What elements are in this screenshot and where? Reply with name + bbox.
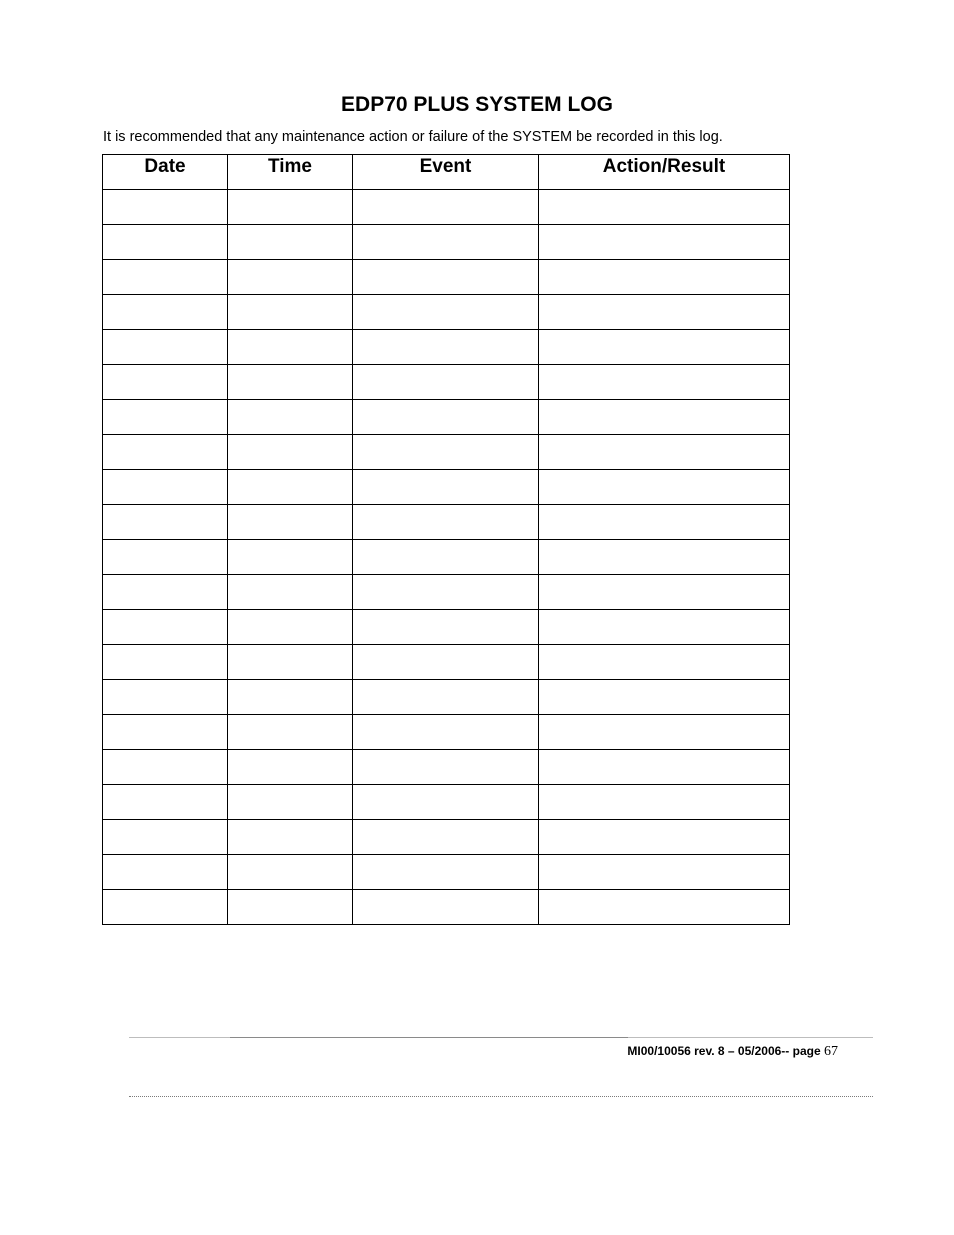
cell-action-result[interactable] [539, 225, 790, 260]
table-row [103, 330, 790, 365]
table-row [103, 715, 790, 750]
cell-time[interactable] [228, 855, 353, 890]
cell-action-result[interactable] [539, 330, 790, 365]
cell-time[interactable] [228, 225, 353, 260]
system-log-table [102, 154, 790, 925]
cell-event[interactable] [353, 785, 539, 820]
cell-event[interactable] [353, 295, 539, 330]
cell-event[interactable] [353, 610, 539, 645]
cell-action-result[interactable] [539, 365, 790, 400]
cell-date[interactable] [103, 715, 228, 750]
cell-time[interactable] [228, 890, 353, 925]
cell-action-result[interactable] [539, 505, 790, 540]
cell-event[interactable] [353, 750, 539, 785]
cell-action-result[interactable] [539, 540, 790, 575]
cell-event[interactable] [353, 470, 539, 505]
cell-action-result[interactable] [539, 785, 790, 820]
cell-time[interactable] [228, 645, 353, 680]
cell-action-result[interactable] [539, 295, 790, 330]
footer-dotted-rule [129, 1096, 873, 1097]
cell-date[interactable] [103, 365, 228, 400]
cell-date[interactable] [103, 855, 228, 890]
cell-date[interactable] [103, 190, 228, 225]
cell-date[interactable] [103, 820, 228, 855]
cell-event[interactable] [353, 400, 539, 435]
cell-time[interactable] [228, 260, 353, 295]
cell-date[interactable] [103, 610, 228, 645]
table-row [103, 610, 790, 645]
cell-action-result[interactable] [539, 470, 790, 505]
table-header-row [103, 155, 790, 190]
table-row [103, 225, 790, 260]
cell-date[interactable] [103, 225, 228, 260]
cell-time[interactable] [228, 575, 353, 610]
table-row [103, 680, 790, 715]
cell-event[interactable] [353, 680, 539, 715]
cell-time[interactable] [228, 820, 353, 855]
cell-date[interactable] [103, 400, 228, 435]
cell-action-result[interactable] [539, 750, 790, 785]
cell-time[interactable] [228, 540, 353, 575]
cell-action-result[interactable] [539, 575, 790, 610]
footer-reference: MI00/10056 rev. 8 – 05/2006-- page [627, 1044, 821, 1058]
cell-action-result[interactable] [539, 435, 790, 470]
cell-action-result[interactable] [539, 890, 790, 925]
table-row [103, 470, 790, 505]
cell-time[interactable] [228, 365, 353, 400]
cell-action-result[interactable] [539, 855, 790, 890]
column-header-time: Time [228, 155, 353, 190]
cell-event[interactable] [353, 890, 539, 925]
table-row [103, 855, 790, 890]
cell-event[interactable] [353, 855, 539, 890]
cell-time[interactable] [228, 295, 353, 330]
cell-event[interactable] [353, 540, 539, 575]
cell-date[interactable] [103, 470, 228, 505]
table-row [103, 645, 790, 680]
cell-action-result[interactable] [539, 610, 790, 645]
page-title: EDP70 PLUS SYSTEM LOG [341, 93, 613, 116]
table-row [103, 505, 790, 540]
cell-event[interactable] [353, 260, 539, 295]
table-row [103, 260, 790, 295]
cell-event[interactable] [353, 330, 539, 365]
footer-rule-accent [230, 1037, 628, 1038]
cell-time[interactable] [228, 470, 353, 505]
table-row [103, 400, 790, 435]
table-row [103, 540, 790, 575]
cell-time[interactable] [228, 190, 353, 225]
cell-action-result[interactable] [539, 645, 790, 680]
column-header-event: Event [353, 155, 539, 190]
column-header-action-result: Action/Result [539, 155, 790, 190]
table-row [103, 365, 790, 400]
cell-date[interactable] [103, 890, 228, 925]
cell-date[interactable] [103, 295, 228, 330]
table-row [103, 750, 790, 785]
cell-event[interactable] [353, 645, 539, 680]
cell-action-result[interactable] [539, 400, 790, 435]
cell-event[interactable] [353, 715, 539, 750]
log-table-body [103, 190, 790, 925]
cell-date[interactable] [103, 645, 228, 680]
cell-event[interactable] [353, 225, 539, 260]
cell-action-result[interactable] [539, 680, 790, 715]
cell-date[interactable] [103, 435, 228, 470]
page-footer [500, 1043, 838, 1060]
cell-time[interactable] [228, 400, 353, 435]
cell-date[interactable] [103, 330, 228, 365]
cell-action-result[interactable] [539, 190, 790, 225]
cell-time[interactable] [228, 610, 353, 645]
table-row [103, 435, 790, 470]
intro-text: It is recommended that any maintenance action or failure of the SYSTEM be recorded in this log. [103, 129, 723, 145]
table-row [103, 575, 790, 610]
cell-event[interactable] [353, 365, 539, 400]
cell-date[interactable] [103, 680, 228, 715]
cell-time[interactable] [228, 750, 353, 785]
cell-event[interactable] [353, 820, 539, 855]
cell-event[interactable] [353, 575, 539, 610]
table-row [103, 820, 790, 855]
cell-action-result[interactable] [539, 715, 790, 750]
cell-date[interactable] [103, 540, 228, 575]
cell-time[interactable] [228, 505, 353, 540]
cell-time[interactable] [228, 435, 353, 470]
cell-event[interactable] [353, 435, 539, 470]
column-header-date: Date [103, 155, 228, 190]
cell-time[interactable] [228, 330, 353, 365]
cell-time[interactable] [228, 715, 353, 750]
cell-action-result[interactable] [539, 820, 790, 855]
table-row [103, 190, 790, 225]
cell-action-result[interactable] [539, 260, 790, 295]
cell-time[interactable] [228, 785, 353, 820]
cell-date[interactable] [103, 750, 228, 785]
page-number: 67 [824, 1044, 838, 1059]
cell-date[interactable] [103, 505, 228, 540]
table-row [103, 890, 790, 925]
table-row [103, 785, 790, 820]
cell-date[interactable] [103, 785, 228, 820]
cell-event[interactable] [353, 190, 539, 225]
cell-date[interactable] [103, 575, 228, 610]
table-row [103, 295, 790, 330]
cell-event[interactable] [353, 505, 539, 540]
cell-time[interactable] [228, 680, 353, 715]
cell-date[interactable] [103, 260, 228, 295]
